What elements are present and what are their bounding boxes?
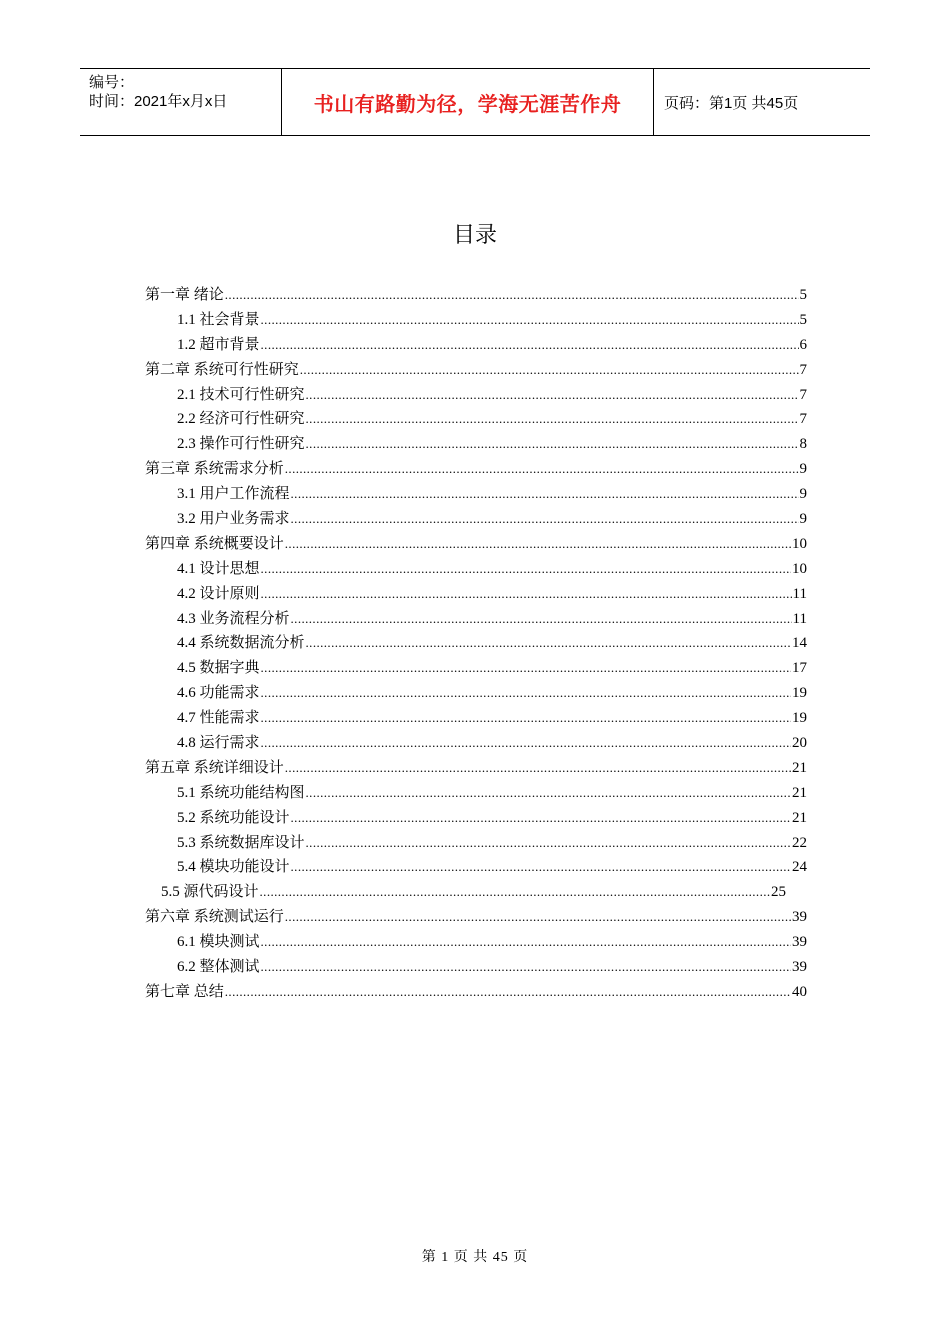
toc-entry[interactable]: 2.1 技术可行性研究 ..... 7 [145,383,807,408]
page-footer: 第 1 页 共 45 页 [421,1250,529,1265]
toc-entry[interactable]: 第一章 绪论 ..... 5 [145,283,807,308]
header-page-info: 页码：第1页 共45页 [664,94,799,112]
toc-entry[interactable]: 第四章 系统概要设计 ..... 10 [145,532,807,557]
toc-entry[interactable]: 5.2 系统功能设计 ..... 21 [145,806,807,831]
toc-entry[interactable]: 1.1 社会背景 ..... 5 [145,308,807,333]
toc-entry[interactable]: 5.3 系统数据库设计 ..... 22 [145,831,807,856]
toc-entry[interactable]: 4.1 设计思想 ..... 10 [145,557,807,582]
toc-entry[interactable]: 2.3 操作可行性研究 ..... 8 [145,432,807,457]
toc-entry[interactable]: 5.5 源代码设计 ..... 25 [145,880,786,905]
toc-entry[interactable]: 第三章 系统需求分析 ..... 9 [145,457,807,482]
number-label: 编号： [89,74,135,91]
page-header [80,68,870,136]
toc-entry[interactable]: 4.6 功能需求 ..... 19 [145,681,807,706]
time-label: 时间：2021年x月x日 [89,93,228,110]
toc-entry[interactable]: 2.2 经济可行性研究 ..... 7 [145,407,807,432]
toc-entry[interactable]: 4.2 设计原则 ..... 11 [145,582,807,607]
toc-entry[interactable]: 3.2 用户业务需求 ..... 9 [145,507,807,532]
toc-entry[interactable]: 4.5 数据字典 ..... 17 [145,656,807,681]
toc-entry[interactable]: 第二章 系统可行性研究 ..... 7 [145,358,807,383]
toc-entry[interactable]: 4.3 业务流程分析 ..... 11 [145,607,807,632]
toc-title: 目录 [452,223,497,248]
toc-entry[interactable]: 6.1 模块测试 ..... 39 [145,930,807,955]
toc-entry[interactable]: 第七章 总结 ..... 40 [145,980,807,1005]
toc-entry[interactable]: 5.4 模块功能设计 ..... 24 [145,855,807,880]
toc-entry[interactable]: 4.4 系统数据流分析 ..... 14 [145,631,807,656]
toc-entry[interactable]: 第六章 系统测试运行 ..... 39 [145,905,807,930]
toc-entry[interactable]: 4.7 性能需求 ..... 19 [145,706,807,731]
toc-entry[interactable]: 6.2 整体测试 ..... 39 [145,955,807,980]
toc-entry[interactable]: 1.2 超市背景 ..... 6 [145,333,807,358]
toc-entry[interactable]: 5.1 系统功能结构图 ..... 21 [145,781,807,806]
table-of-contents [145,283,807,1005]
header-meta [80,69,282,135]
toc-entry[interactable]: 4.8 运行需求 ..... 20 [145,731,807,756]
toc-entry[interactable]: 第五章 系统详细设计 ..... 21 [145,756,807,781]
header-motto: 书山有路勤为径，学海无涯苦作舟 [282,69,654,135]
toc-entry[interactable]: 3.1 用户工作流程 ..... 9 [145,482,807,507]
